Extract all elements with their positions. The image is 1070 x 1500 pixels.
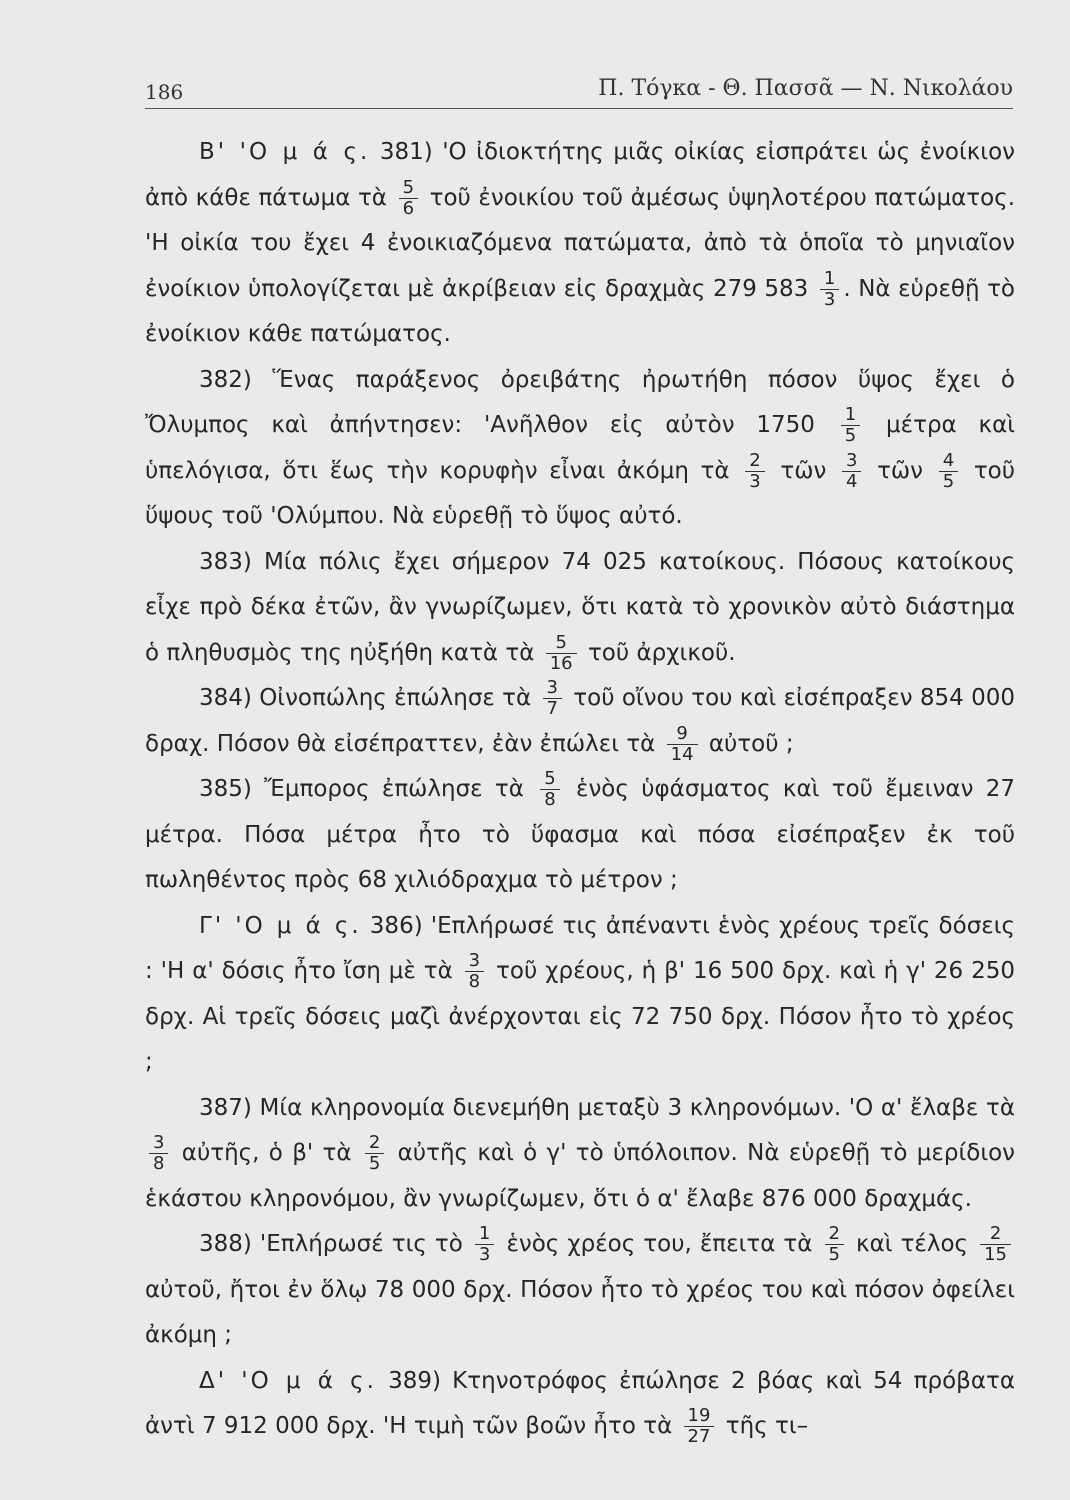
group-c-label: Γ' 'Ο μ ά ς.	[199, 912, 362, 939]
problem-381: Β' 'Ο μ ά ς. 381) 'Ο ἰδιοκτήτης μιᾶς οἰκίας εἰσπράτει ὡς ἐνοίκιον ἀπὸ κάθε πάτωμα τὰ $\frac{5}{6}$ τοῦ ἐνοικίου τοῦ ἀμέσως ὑψηλοτέρου πατώματος. 'Η οἰκία του ἔχει 4 ἐνοικιαζόμενα πατώματα, ἀπὸ τὰ ὁποῖα τὸ μηνιαῖον ἐνοίκιον ὑπολογίζεται μὲ ἀκρίβειαν εἰς δραχμὰς 279 583 $\frac{1}{3}$ . Νὰ εὑρεθῇ τὸ ἐνοίκιον κάθε πατώματος.	[145, 139, 1016, 347]
problem-388: 388) 'Επλήρωσέ τις τὸ $\frac{1}{3}$ ἑνὸς χρέος του, ἔπειτα τὰ $\frac{2}{5}$ καὶ τέλος $\frac{2}{15}$ αὐτοῦ, ἤτοι ἐν ὅλῳ 78 000 δρχ. Πόσον ἦτο τὸ χρέος του καὶ πόσον ὀφείλει ἀκόμη ;	[145, 1223, 1015, 1348]
fraction: $\frac{3}{7}$	[543, 678, 562, 719]
problem-384: 384) Οἰνοπώλης ἐπώλησε τὰ $\frac{3}{7}$ τοῦ οἴνου του καὶ εἰσέπραξεν 854 000 δραχ. Πόσον θὰ εἰσέπραττεν, ἐὰν ἐπώλει τὰ $\frac{9}{14}$ αὐτοῦ ;	[145, 677, 1016, 765]
fraction: $\frac{9}{14}$	[667, 724, 698, 765]
fraction: $\frac{1}{5}$	[841, 405, 860, 446]
fraction: $\frac{19}{27}$	[684, 1406, 715, 1447]
fraction: $\frac{5}{6}$	[399, 178, 418, 219]
fraction: $\frac{3}{8}$	[465, 951, 484, 992]
page-number: 186	[145, 80, 184, 104]
fraction: $\frac{1}{3}$	[475, 1224, 494, 1265]
group-d-label: Δ' 'Ο μ ά ς.	[199, 1367, 377, 1394]
group-b-label: Β' 'Ο μ ά ς.	[199, 139, 371, 165]
problem-385: 385) Ἔμπορος ἐπώλησε τὰ $\frac{5}{8}$ ἑνὸς ὑφάσματος καὶ τοῦ ἔμειναν 27 μέτρα. Πόσα μέτρα ἦτο τὸ ὕφασμα καὶ πόσα εἰσέπραξεν ἐκ τοῦ πωληθέντος πρὸς 68 χιλιόδραχμα τὸ μέτρον ;	[145, 768, 1015, 893]
problem-386: Γ' 'Ο μ ά ς. 386) 'Επλήρωσέ τις ἀπέναντι ἑνὸς χρέους τρεῖς δόσεις : 'Η α' δόσις ἦτο ἴση μὲ τὰ $\frac{3}{8}$ τοῦ χρέους, ἡ β' 16 500 δρχ. καὶ ἡ γ' 26 250 δρχ. Αἱ τρεῖς δόσεις μαζὶ ἀνέρχονται εἰς 72 750 δρχ. Πόσον ἦτο τὸ χρέος ;	[145, 912, 1016, 1075]
page-body	[145, 130, 1015, 1450]
problem-383: 383) Μία πόλις ἔχει σήμερον 74 025 κατοίκους. Πόσους κατοίκους εἶχε πρὸ δέκα ἐτῶν, ἂν γνωρίζωμεν, ὅτι κατὰ τὸ χρονικὸν αὐτὸ διάστημα ὁ πληθυσμὸς της ηὐξήθη κατὰ τὰ $\frac{5}{16}$ τοῦ ἀρχικοῦ.	[145, 548, 1015, 674]
fraction: $\frac{2}{5}$	[365, 1133, 384, 1174]
fraction: $\frac{3}{8}$	[149, 1133, 168, 1174]
fraction: $\frac{2}{3}$	[745, 451, 764, 492]
fraction: $\frac{1}{3}$	[820, 269, 839, 310]
fraction: $\frac{4}{5}$	[939, 451, 958, 492]
problem-389: Δ' 'Ο μ ά ς. 389) Κτηνοτρόφος ἐπώλησε 2 βόας καὶ 54 πρόβατα ἀντὶ 7 912 000 δρχ. 'Η τιμὴ τῶν βοῶν ἦτο τὰ $\frac{19}{27}$ τῆς τι–	[145, 1367, 1015, 1447]
page-header	[145, 72, 1013, 109]
problem-387: 387) Μία κληρονομία διενεμήθη μεταξὺ 3 κληρονόμων. 'Ο α' ἔλαβε τὰ $\frac{3}{8}$ αὐτῆς, ὁ β' τὰ $\frac{2}{5}$ αὐτῆς καὶ ὁ γ' τὸ ὑπόλοιπον. Νὰ εὑρεθῇ τὸ μερίδιον ἑκάστου κληρονόμου, ἂν γνωρίζωμεν, ὅτι ὁ α' ἔλαβε 876 000 δραχμάς.	[145, 1094, 1016, 1212]
running-title: Π. Τόγκα - Θ. Πασσᾶ — Ν. Νικολάου	[598, 76, 1013, 101]
fraction: $\frac{2}{5}$	[825, 1224, 844, 1265]
fraction: $\frac{3}{4}$	[842, 451, 861, 492]
fraction: $\frac{5}{16}$	[546, 633, 577, 674]
problem-382: 382) Ἕνας παράξενος ὀρειβάτης ἠρωτήθη πόσον ὕψος ἔχει ὁ Ὄλυμπος καὶ ἀπήντησεν: 'Ανῆλθον εἰς αὐτὸν 1750 $\frac{1}{5}$ μέτρα καὶ ὑπελόγισα, ὅτι ἕως τὴν κορυφὴν εἶναι ἀκόμη τὰ $\frac{2}{3}$ τῶν $\frac{3}{4}$ τῶν $\frac{4}{5}$ τοῦ ὕψους τοῦ 'Ολύμπου. Νὰ εὑρεθῇ τὸ ὕψος αὐτό.	[145, 366, 1016, 529]
fraction: $\frac{5}{8}$	[540, 769, 559, 810]
fraction: $\frac{2}{15}$	[980, 1224, 1011, 1265]
